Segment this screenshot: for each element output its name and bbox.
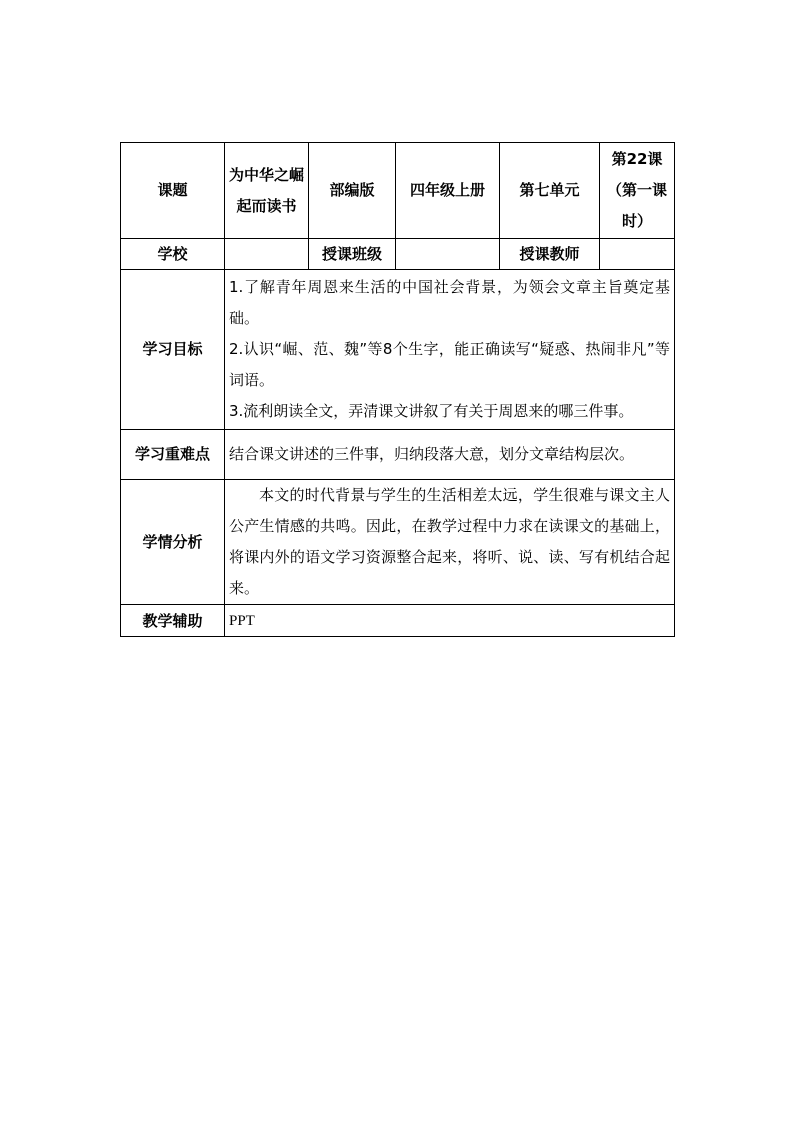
analysis-label: 学情分析 (121, 480, 225, 605)
teacher-value (600, 239, 675, 270)
school-value (225, 239, 309, 270)
teacher-label: 授课教师 (500, 239, 600, 270)
aids-label: 教学辅助 (121, 605, 225, 637)
class-label: 授课班级 (309, 239, 396, 270)
aids-text: PPT (225, 605, 675, 637)
analysis-text: 本文的时代背景与学生的生活相差太远，学生很难与课文主人公产生情感的共鸣。因此，在教学过程中力求在读课文的基础上，将课内外的语文学习资源整合起来，将听、说、读、写有机结合起来。 (229, 486, 670, 597)
analysis-content (225, 480, 675, 605)
lesson-plan-table (120, 142, 675, 637)
goals-row (121, 270, 675, 430)
aids-row (121, 605, 675, 637)
topic-value: 为中华之崛起而读书 (225, 143, 309, 239)
goals-content (225, 270, 675, 430)
class-value (396, 239, 500, 270)
lesson-number: 第22课（第一课时） (600, 143, 675, 239)
edition: 部编版 (309, 143, 396, 239)
school-label: 学校 (121, 239, 225, 270)
topic-label: 课题 (121, 143, 225, 239)
goal-item-2: 2.认识“崛、范、魏”等8个生字，能正确读写“疑惑、热闹非凡”等词语。 (229, 340, 670, 389)
goal-item-3: 3.流利朗读全文，弄清课文讲叙了有关于周恩来的哪三件事。 (229, 402, 634, 420)
school-info-row (121, 239, 675, 270)
focus-text: 结合课文讲述的三件事，归纳段落大意，划分文章结构层次。 (225, 430, 675, 480)
grade: 四年级上册 (396, 143, 500, 239)
unit: 第七单元 (500, 143, 600, 239)
goals-label: 学习目标 (121, 270, 225, 430)
goal-item-1: 1.了解青年周恩来生活的中国社会背景，为领会文章主旨奠定基础。 (229, 278, 670, 327)
analysis-row (121, 480, 675, 605)
focus-label: 学习重难点 (121, 430, 225, 480)
focus-row (121, 430, 675, 480)
lesson-header-row (121, 143, 675, 239)
